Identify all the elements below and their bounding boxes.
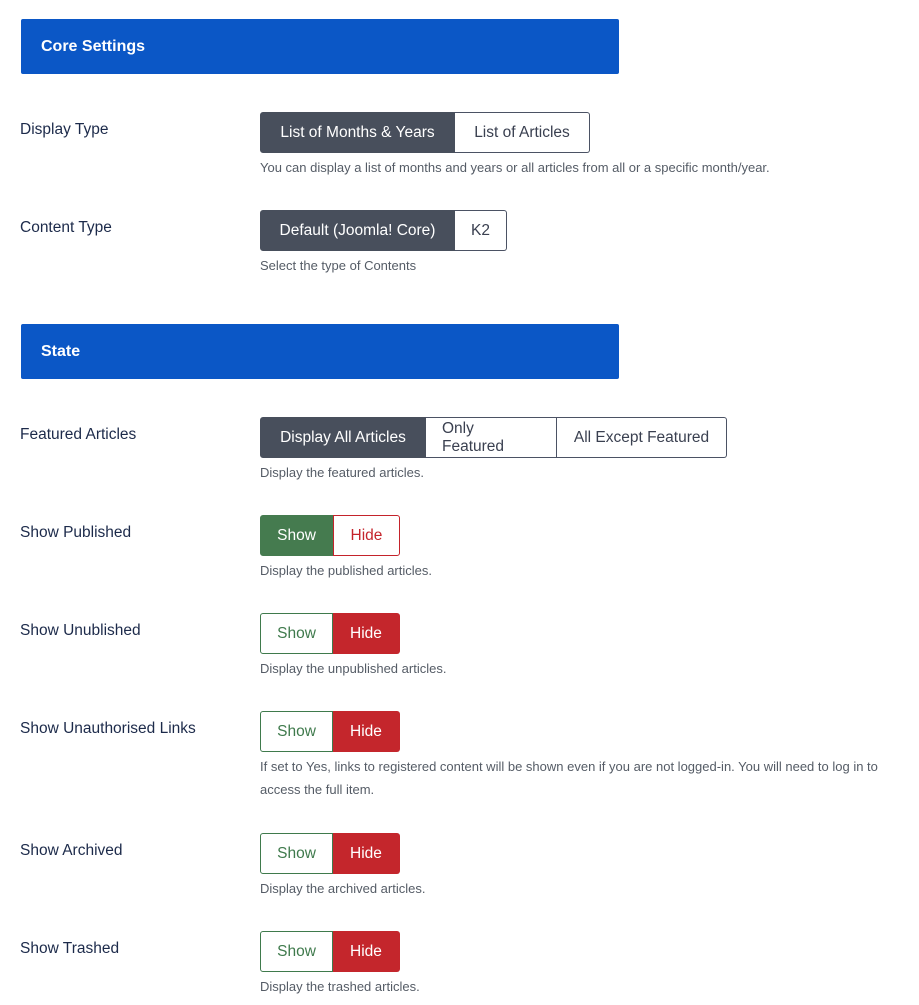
show-trashed-toggle	[260, 931, 400, 972]
show-trashed-description: Display the trashed articles.	[260, 979, 420, 994]
show-unauthorised-label: Show Unauthorised Links	[20, 720, 196, 737]
show-unpublished-label: Show Unublished	[20, 622, 141, 639]
show-unauthorised-show-button[interactable]: Show	[260, 711, 333, 752]
show-published-hide-button[interactable]: Hide	[333, 515, 400, 556]
show-unauthorised-description: If set to Yes, links to registered content will be shown even if you are not logged-in. You will need to log in to access the full item.	[260, 759, 878, 797]
display-type-label: Display Type	[20, 121, 109, 138]
show-unpublished-show-button[interactable]: Show	[260, 613, 333, 654]
featured-display-all-button[interactable]: Display All Articles	[260, 417, 426, 458]
show-archived-show-button[interactable]: Show	[260, 833, 333, 874]
display-type-articles-button[interactable]: List of Articles	[455, 112, 590, 153]
show-unauthorised-toggle	[260, 711, 400, 752]
show-published-label: Show Published	[20, 524, 132, 541]
featured-articles-label: Featured Articles	[20, 426, 137, 443]
state-title: State	[41, 342, 81, 360]
featured-articles-button-group	[260, 417, 727, 458]
show-trashed-label: Show Trashed	[20, 940, 120, 957]
show-trashed-show-button[interactable]: Show	[260, 931, 333, 972]
show-unauthorised-hide-button[interactable]: Hide	[333, 711, 400, 752]
show-archived-label: Show Archived	[20, 842, 123, 859]
content-type-label: Content Type	[20, 219, 112, 236]
show-trashed-hide-button[interactable]: Hide	[333, 931, 400, 972]
content-type-description: Select the type of Contents	[260, 258, 417, 273]
show-published-description: Display the published articles.	[260, 563, 432, 578]
show-published-show-button[interactable]: Show	[260, 515, 333, 556]
content-type-button-group	[260, 210, 507, 251]
featured-all-except-button[interactable]: All Except Featured	[557, 417, 727, 458]
show-archived-toggle	[260, 833, 400, 874]
featured-only-featured-button[interactable]: Only Featured	[426, 417, 557, 458]
show-unpublished-hide-button[interactable]: Hide	[333, 613, 400, 654]
featured-articles-description: Display the featured articles.	[260, 465, 425, 480]
show-unpublished-toggle	[260, 613, 400, 654]
state-header	[21, 324, 619, 379]
core-settings-title: Core Settings	[41, 37, 146, 55]
display-type-button-group	[260, 112, 590, 153]
display-type-description: You can display a list of months and years or all articles from all or a specific month/year.	[260, 160, 770, 175]
show-archived-description: Display the archived articles.	[260, 881, 426, 896]
show-unpublished-description: Display the unpublished articles.	[260, 661, 447, 676]
content-type-joomla-button[interactable]: Default (Joomla! Core)	[260, 210, 455, 251]
display-type-months-years-button[interactable]: List of Months & Years	[260, 112, 455, 153]
show-archived-hide-button[interactable]: Hide	[333, 833, 400, 874]
show-published-toggle	[260, 515, 400, 556]
content-type-k2-button[interactable]: K2	[455, 210, 507, 251]
core-settings-header	[21, 19, 619, 74]
